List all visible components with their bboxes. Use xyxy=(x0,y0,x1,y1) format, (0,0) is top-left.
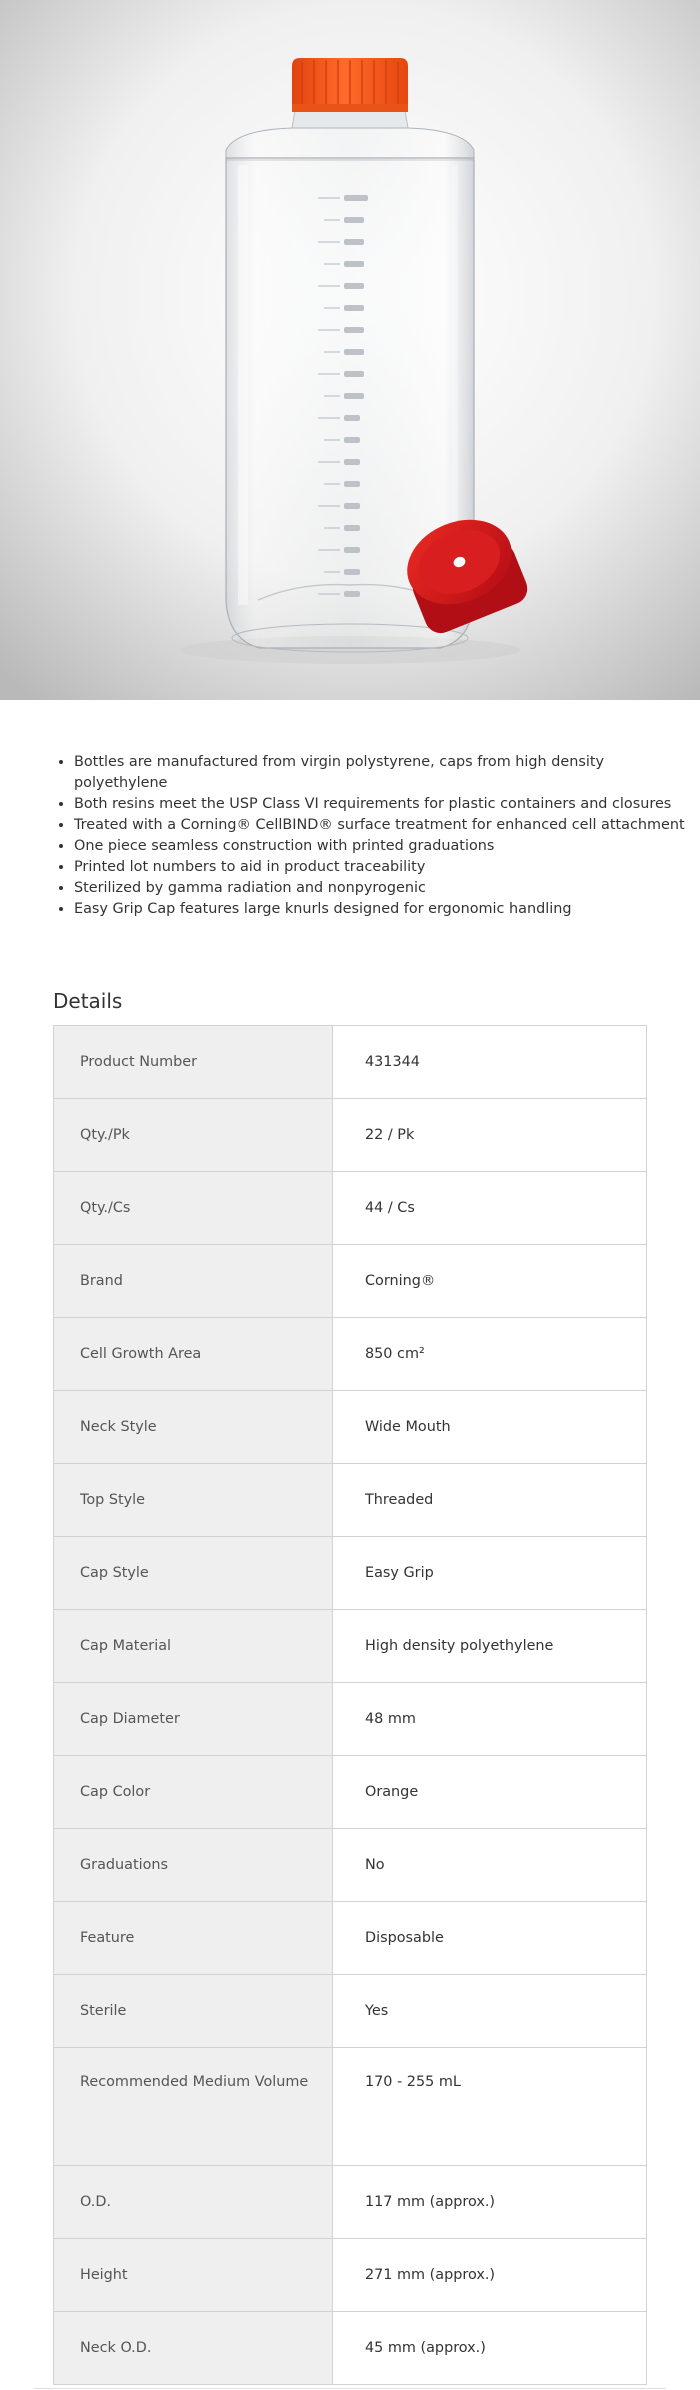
detail-value: Corning® xyxy=(333,1245,647,1318)
table-row xyxy=(54,1245,647,1318)
table-row xyxy=(54,1975,647,2048)
table-row xyxy=(54,2239,647,2312)
detail-value: 850 cm² xyxy=(333,1318,647,1391)
detail-label: Cap Diameter xyxy=(54,1683,333,1756)
detail-label: Product Number xyxy=(54,1026,333,1099)
detail-label: Brand xyxy=(54,1245,333,1318)
detail-value: 22 / Pk xyxy=(333,1099,647,1172)
detail-value: 44 / Cs xyxy=(333,1172,647,1245)
table-row xyxy=(54,2312,647,2385)
detail-value: Disposable xyxy=(333,1902,647,1975)
detail-value: Easy Grip xyxy=(333,1537,647,1610)
detail-label: Cap Style xyxy=(54,1537,333,1610)
table-row xyxy=(54,1099,647,1172)
detail-value: Orange xyxy=(333,1756,647,1829)
table-row xyxy=(54,1829,647,1902)
table-row xyxy=(54,1902,647,1975)
feature-list xyxy=(54,752,694,920)
detail-label: Cap Material xyxy=(54,1610,333,1683)
detail-value: 45 mm (approx.) xyxy=(333,2312,647,2385)
detail-label: Height xyxy=(54,2239,333,2312)
table-row xyxy=(54,1756,647,1829)
table-row xyxy=(54,1391,647,1464)
detail-value: 431344 xyxy=(333,1026,647,1099)
detail-value: High density polyethylene xyxy=(333,1610,647,1683)
table-row xyxy=(54,2048,647,2166)
feature-item: • One piece seamless construction with printed graduations xyxy=(74,836,694,857)
detail-label: Sterile xyxy=(54,1975,333,2048)
detail-label: Top Style xyxy=(54,1464,333,1537)
feature-item: • Easy Grip Cap features large knurls designed for ergonomic handling xyxy=(74,899,694,920)
detail-label: Neck Style xyxy=(54,1391,333,1464)
detail-value: 117 mm (approx.) xyxy=(333,2166,647,2239)
detail-label: Cell Growth Area xyxy=(54,1318,333,1391)
detail-label: Recommended Medium Volume xyxy=(54,2048,333,2166)
detail-value: Threaded xyxy=(333,1464,647,1537)
table-row xyxy=(54,1537,647,1610)
detail-label: Qty./Cs xyxy=(54,1172,333,1245)
detail-value: 271 mm (approx.) xyxy=(333,2239,647,2312)
details-heading: Details xyxy=(53,989,123,1013)
feature-item: • Sterilized by gamma radiation and nonpyrogenic xyxy=(74,878,694,899)
table-row xyxy=(54,2166,647,2239)
table-row xyxy=(54,1318,647,1391)
table-row xyxy=(54,1610,647,1683)
feature-item: • Both resins meet the USP Class VI requirements for plastic containers and closures xyxy=(74,794,694,815)
feature-item: • Treated with a Corning® CellBIND® surface treatment for enhanced cell attachment xyxy=(74,815,694,836)
product-image xyxy=(0,0,700,700)
detail-value: Yes xyxy=(333,1975,647,2048)
detail-value: No xyxy=(333,1829,647,1902)
detail-value: 48 mm xyxy=(333,1683,647,1756)
detail-label: Graduations xyxy=(54,1829,333,1902)
table-row xyxy=(54,1683,647,1756)
detail-label: Qty./Pk xyxy=(54,1099,333,1172)
roller-bottle-illustration xyxy=(0,0,700,700)
detail-value: 170 - 255 mL xyxy=(333,2048,647,2166)
detail-label: Neck O.D. xyxy=(54,2312,333,2385)
detail-label: Feature xyxy=(54,1902,333,1975)
feature-item: • Printed lot numbers to aid in product traceability xyxy=(74,857,694,878)
detail-label: O.D. xyxy=(54,2166,333,2239)
table-row xyxy=(54,1026,647,1099)
table-row xyxy=(54,1172,647,1245)
detail-label: Cap Color xyxy=(54,1756,333,1829)
details-table xyxy=(53,1025,647,2385)
bottom-divider xyxy=(34,2388,666,2389)
detail-value: Wide Mouth xyxy=(333,1391,647,1464)
feature-item: • Bottles are manufactured from virgin polystyrene, caps from high density polyethylene xyxy=(74,752,694,794)
table-row xyxy=(54,1464,647,1537)
